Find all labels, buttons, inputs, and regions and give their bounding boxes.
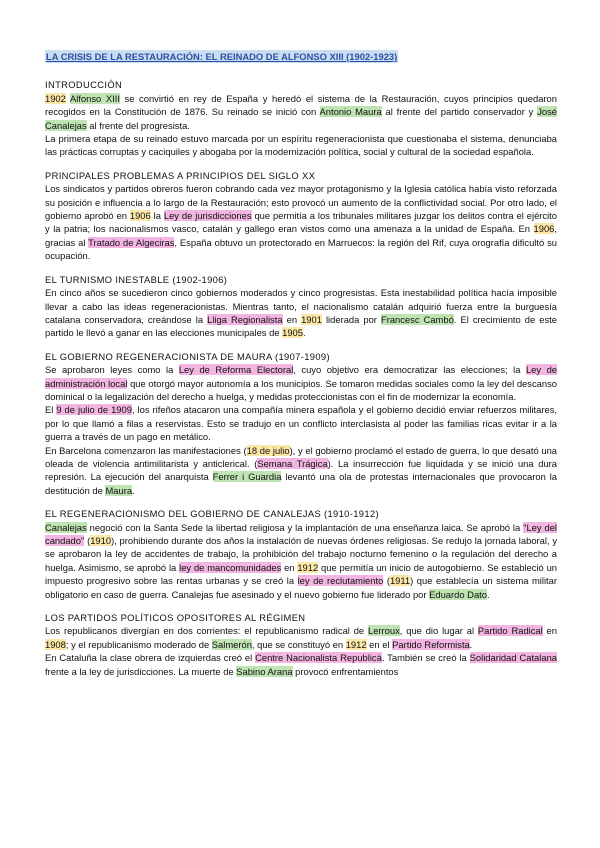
sections-container — [45, 78, 557, 678]
person-highlight: Alfonso XIII — [69, 92, 120, 104]
paragraph: La primera etapa de su reinado estuvo marcada por un espíritu regeneracionista que cuestionaba el sistema, denunciaba las prácticas corruptas y caciquiles y abogaba por la modernización política, social y cultural de la sociedad española. — [45, 133, 557, 158]
section-heading: LOS PARTIDOS POLÍTICOS OPOSITORES AL RÉGIMEN — [45, 612, 306, 624]
term-highlight: Ley de Reforma Electoral — [178, 364, 294, 376]
date-highlight: 1908 — [45, 638, 66, 650]
date-highlight: 1910 — [90, 535, 112, 546]
document-page — [45, 50, 557, 688]
date-highlight: 1902 — [45, 92, 66, 104]
paragraph: Se aprobaron leyes como la Ley de Reforma Electoral, cuyo objetivo era democratizar las elecciones; la Ley de administración local que otorgó mayor autonomía a los municipios. Se tomaron medidas sociales como la ley del descanso dominical o la legalización del derecho a huelga, y medidas proteccionistas con el fin de modernizar la economía. — [45, 364, 557, 402]
term-highlight: Ley de administración local — [45, 364, 557, 389]
date-highlight: 1905 — [282, 327, 303, 339]
section — [45, 169, 557, 263]
paragraph: Canalejas negoció con la Santa Sede la libertad religiosa y la implantación de una enseñanza laica. Se aprobó la "Ley del candado" (1910), prohibiendo durante dos años la instalación de nuevas órdenes religiosas. Se redujo la jornada laboral, y se aprobaron la ley de accidentes de trabajo, la prohibición del trabajo nocturno femenino o la regulación del derecho a huelga. Asimismo, se aprobó la ley de mancomunidades en 1912 que permitía un inicio de autogobierno. Se estableció un impuesto progresivo sobre las rentas urbanas y se creó la ley de reclutamiento (1911) que establecía un sistema militar obligatorio en caso de guerra. Canalejas fue asesinado y el nuevo gobierno fue liderado por Eduardo Dato. — [45, 521, 558, 600]
person-highlight: Ferrer i Guardia — [212, 471, 282, 483]
date-highlight: 1906 — [129, 210, 151, 222]
section-heading: EL GOBIERNO REGENERACIONISTA DE MAURA (1907-1909) — [45, 350, 330, 362]
term-highlight: "Ley del candado" — [45, 521, 557, 546]
date-highlight: 1912 — [297, 561, 319, 573]
paragraph: Los republicanos divergían en dos corrientes: el republicanismo radical de Lerroux, que dio lugar al Partido Radical en 1908; y el republicanismo moderado de Salmerón, que se constituyó en 1912 en el Partido Reformista. — [45, 625, 557, 650]
document-title: LA CRISIS DE LA RESTAURACIÓN: EL REINADO DE ALFONSO XIII (1902-1923) — [46, 51, 398, 62]
section-heading: INTRODUCCIÓN — [45, 79, 123, 91]
section — [45, 611, 557, 678]
section — [45, 507, 557, 601]
term-highlight: Partido Radical — [477, 625, 543, 637]
section-heading: EL TURNISMO INESTABLE (1902-1906) — [45, 273, 228, 285]
term-highlight: Partido Reformista — [392, 638, 470, 650]
paragraph: Los sindicatos y partidos obreros fueron cobrando cada vez mayor protagonismo y la Iglesia católica había visto reforzada su posición e influencia a lo largo de la Restauración; esto provocó un aumento de la conflictividad social. Por otro lado, el gobierno aprobó en 1906 la Ley de jurisdicciones que permitía a los tribunales militares juzgar los delitos contra el ejército y la patria; los nacionalismos vasco, catalán y gallego eran vistos como una amenaza a la unidad de España. En 1906, gracias al Tratado de Algeciras, España obtuvo un protectorado en Marruecos: la región del Rif, cuya orografía dificultó su ocupación. — [45, 183, 558, 262]
paragraph: En cinco años se sucedieron cinco gobiernos moderados y cinco progresistas. Esta inestabilidad política hacía imposible llevar a cabo las ideas regeneracionistas. Mientras tanto, el nacionalismo catalán adquirió fuerza entre la burguesía catalana conservadora, creándose la Lliga Regionalista en 1901 liderada por Francesc Cambó. El crecimiento de este partido le llevó a ganar en las elecciones municipales de 1905. — [45, 287, 557, 339]
paragraph: En Cataluña la clase obrera de izquierdas creó el Centre Nacionalista Republicà. También se creó la Solidaridad Catalana frente a la ley de jurisdicciones. La muerte de Sabino Arana provocó enfrentamientos — [45, 652, 557, 677]
section-heading: EL REGENERACIONISMO DEL GOBIERNO DE CANALEJAS (1910-1912) — [45, 508, 379, 520]
term-highlight: Ley de jurisdicciones — [163, 210, 252, 222]
term-highlight: ley de reclutamiento — [297, 575, 384, 587]
term-highlight: Tratado de Algeciras — [88, 236, 175, 248]
person-highlight: Antonio Maura — [319, 106, 382, 118]
date-highlight: 1906 — [533, 223, 555, 235]
person-highlight: Sabino Arana — [236, 665, 293, 677]
section-heading: PRINCIPALES PROBLEMAS A PRINCIPIOS DEL SIGLO XX — [45, 169, 316, 181]
person-highlight: Canalejas — [45, 521, 87, 533]
term-highlight: Centre Nacionalista Republicà — [255, 652, 382, 664]
person-highlight: Eduardo Dato — [429, 588, 487, 600]
person-highlight: Salmerón — [211, 638, 252, 650]
term-highlight: ley de mancomunidades — [179, 561, 282, 573]
person-highlight: Lerroux — [367, 625, 400, 637]
paragraph: En Barcelona comenzaron las manifestaciones (18 de julio), y el gobierno proclamó el estado de guerra, lo que desató una oleada de violencia antimilitarista y anticlerical. (Semana Trágica). La insurrección fue liquidada y se inició una dura represión. La ejecución del anarquista Ferrer i Guardia levantó una ola de protestas internacionales que provocaron la destitución de Maura. — [45, 444, 558, 496]
date-highlight: 1901 — [301, 313, 322, 325]
term-highlight: 9 de julio de 1909 — [56, 404, 132, 416]
section — [45, 350, 557, 497]
term-highlight: Lliga Regionalista — [207, 313, 283, 325]
person-highlight: José Canalejas — [45, 106, 557, 131]
section — [45, 273, 557, 340]
term-highlight: Semana Trágica — [257, 457, 328, 469]
paragraph: El 9 de julio de 1909, los rifeños atacaron una compañía minera española y el gobierno decidió enviar refuerzos militares, por lo que llamó a filas a reservistas. Esto se tradujo en un conflicto interclasista al poder las familias ricas evitar ir a la guerra a través de un pago en metálico. — [45, 404, 557, 443]
date-highlight: 1912 — [345, 638, 367, 650]
term-highlight: Solidaridad Catalana — [469, 652, 557, 664]
paragraph: 1902 Alfonso XIII se convirtió en rey de España y heredó el sistema de la Restauración, cuyos principios quedaron recogidos en la Constitución de 1876. Su reinado se inició con Antonio Maura al frente del partido conservador y José Canalejas al frente del progresista. — [45, 92, 557, 131]
date-highlight: 18 de julio — [246, 444, 290, 456]
date-highlight: 1911 — [389, 575, 411, 587]
person-highlight: Maura — [105, 484, 133, 496]
person-highlight: Francesc Cambó — [380, 313, 454, 325]
section — [45, 78, 557, 158]
